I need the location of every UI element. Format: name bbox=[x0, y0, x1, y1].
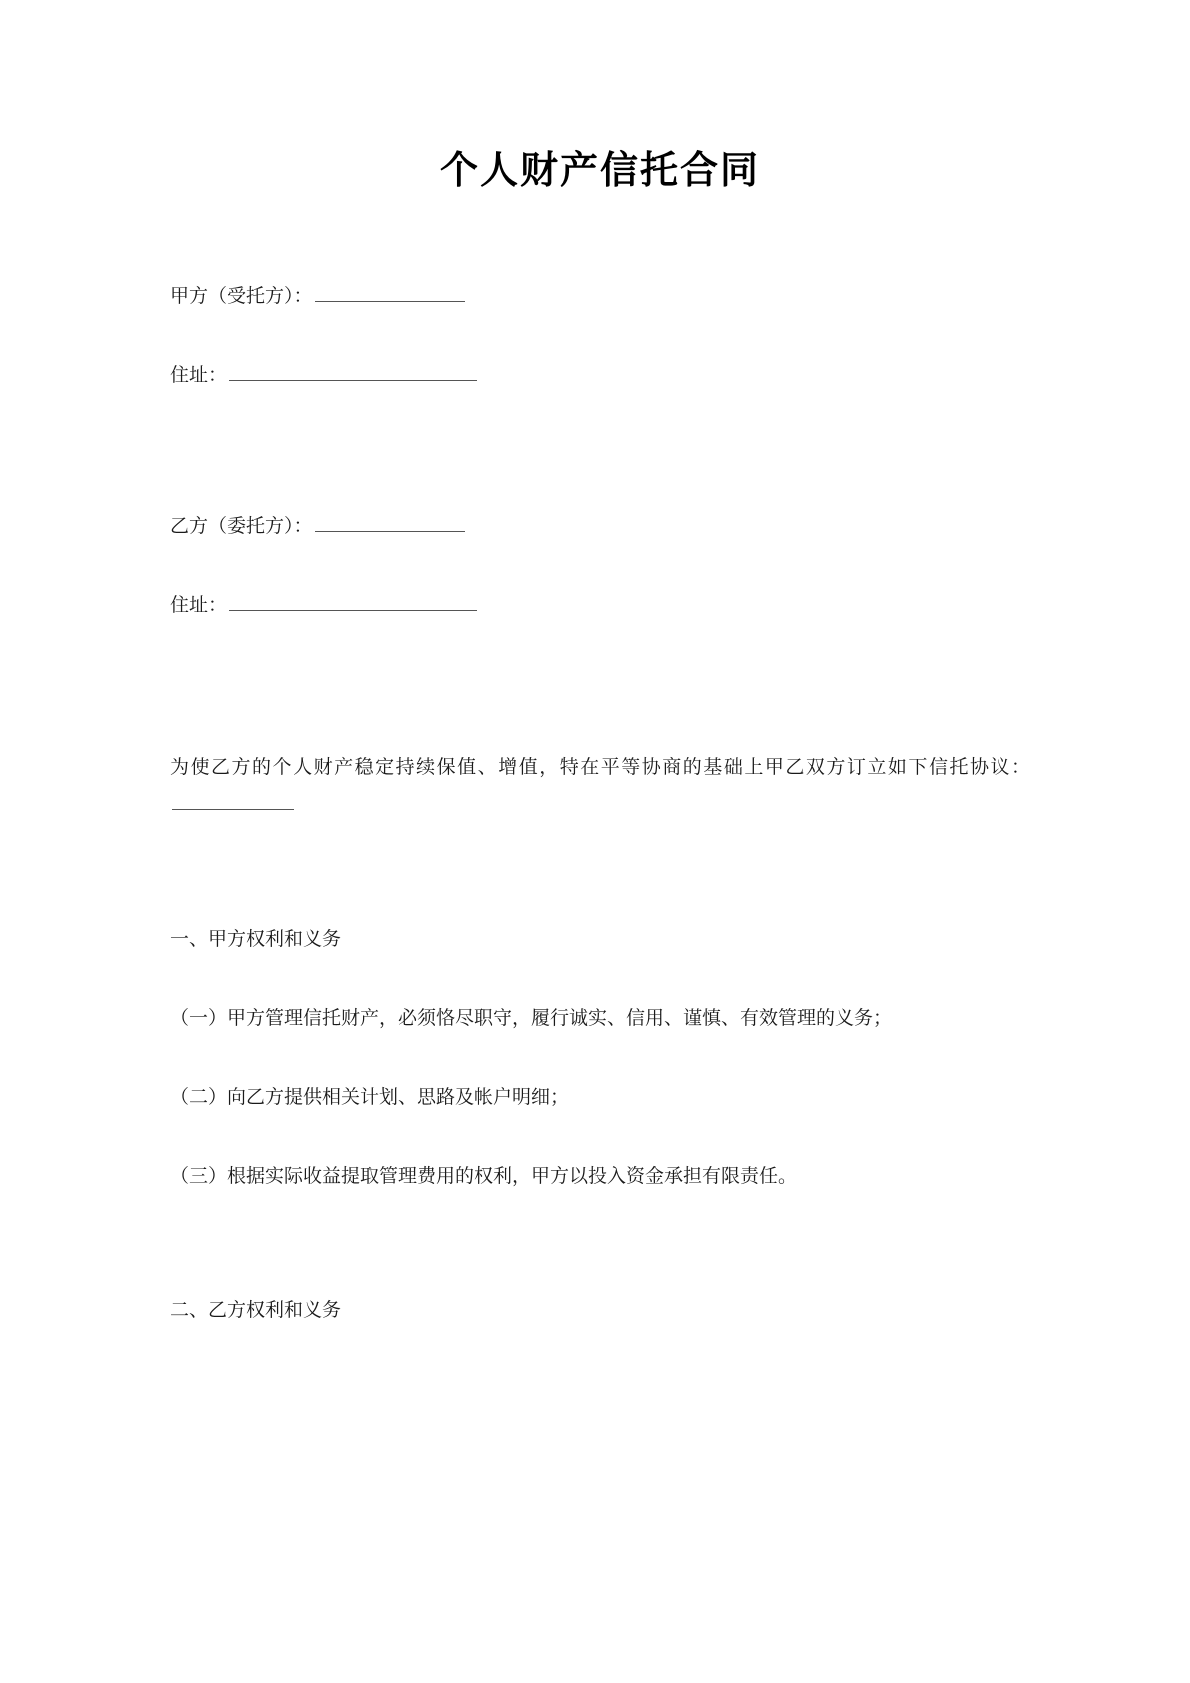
party-a-address-label: 住址： bbox=[170, 364, 228, 386]
section-heading-1: 一、甲方权利和义务 bbox=[170, 928, 342, 950]
spacer bbox=[170, 1194, 1030, 1294]
spacer bbox=[170, 823, 1030, 923]
party-a-address-blank[interactable] bbox=[229, 360, 477, 381]
spacer bbox=[170, 196, 1030, 280]
party-b-address-blank[interactable] bbox=[229, 590, 477, 611]
section-heading-2: 二、乙方权利和义务 bbox=[170, 1299, 342, 1321]
spacer bbox=[170, 313, 1030, 359]
spacer bbox=[170, 1035, 1030, 1081]
spacer bbox=[170, 543, 1030, 589]
spacer bbox=[170, 1114, 1030, 1160]
party-a-address-row bbox=[170, 359, 1030, 392]
spacer bbox=[170, 956, 1030, 1002]
party-b-address-row bbox=[170, 589, 1030, 622]
party-a-row bbox=[170, 280, 1030, 313]
party-b-address-label: 住址： bbox=[170, 595, 228, 617]
party-b-row bbox=[170, 510, 1030, 543]
party-b-label: 乙方（委托方）： bbox=[170, 516, 313, 537]
page-title: 个人财产信托合同 bbox=[439, 150, 760, 192]
clause-1-3: （三）根据实际收益提取管理费用的权利，甲方以投入资金承担有限责任。 bbox=[170, 1166, 798, 1188]
party-a-label: 甲方（受托方）： bbox=[170, 285, 313, 307]
clause-1-2: （二）向乙方提供相关计划、思路及帐户明细； bbox=[170, 1087, 570, 1109]
preamble-blank[interactable] bbox=[172, 789, 294, 810]
party-b-blank[interactable] bbox=[315, 511, 465, 532]
preamble-paragraph bbox=[170, 749, 1030, 823]
clause-1-1: （一）甲方管理信托财产，必须恪尽职守，履行诚实、信用、谨慎、有效管理的义务； bbox=[170, 1007, 893, 1029]
preamble-text: 为使乙方的个人财产稳定持续保值、增值，特在平等协商的基础上甲乙双方订立如下信托协议： bbox=[170, 756, 1030, 778]
spacer bbox=[170, 623, 1030, 749]
party-a-blank[interactable] bbox=[315, 281, 465, 302]
document-body bbox=[170, 0, 1030, 1327]
spacer bbox=[170, 392, 1030, 510]
